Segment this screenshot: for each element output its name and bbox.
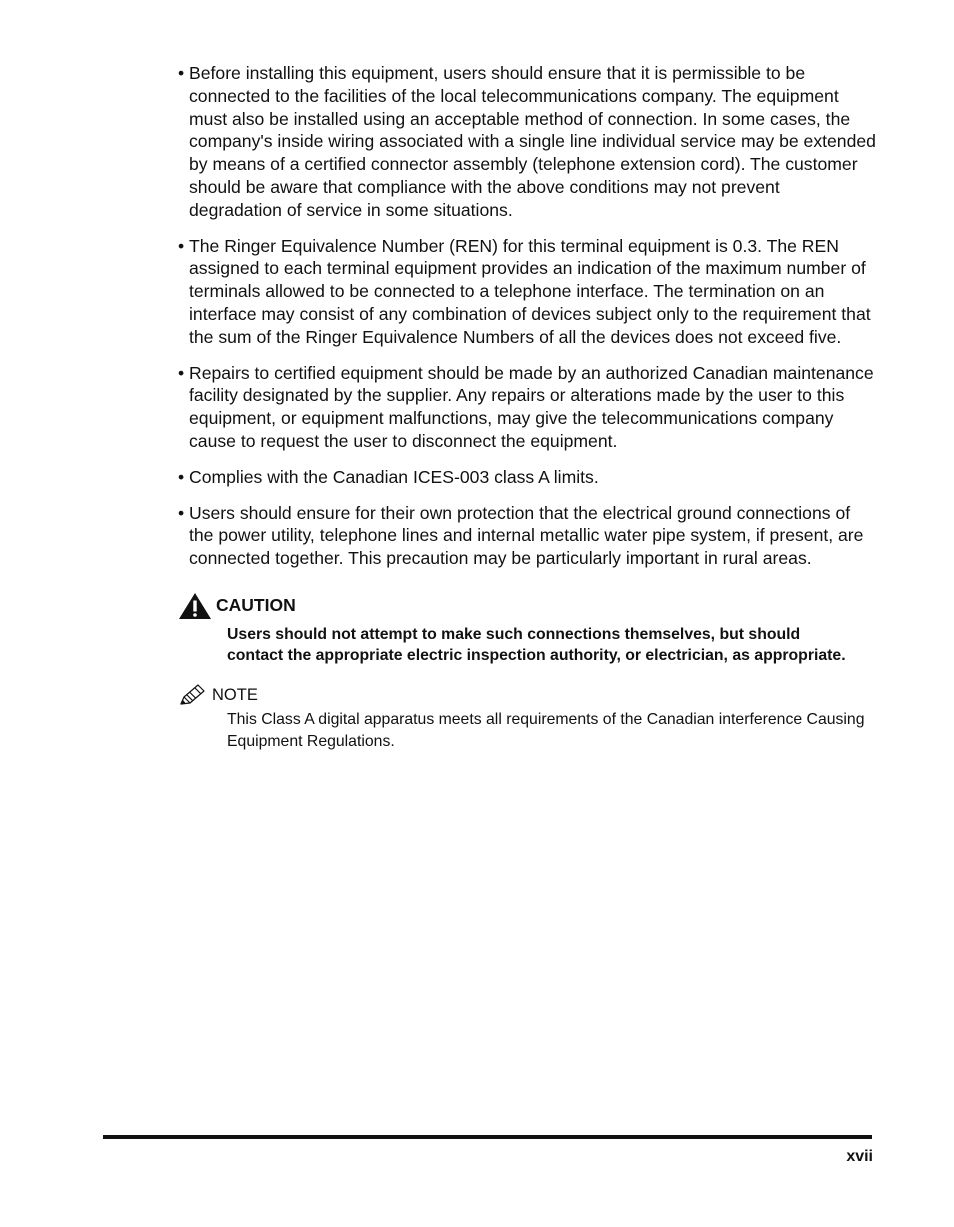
list-item xyxy=(176,235,876,349)
bullet-marker: • xyxy=(178,502,185,523)
footer-divider xyxy=(103,1135,872,1139)
list-item-text: Before installing this equipment, users should ensure that it is permissible to be connected to the facilities of the local telecommunications company. The equipment must also be installed using an acceptable method of connection. In some cases, the company's inside wiring associated with a single line individual service may be extended by means of a certified connector assembly (telephone extension cord). The customer should be aware that compliance with the above conditions may not prevent degradation of service in some situations. xyxy=(189,63,876,220)
list-item xyxy=(176,466,876,489)
note-title: NOTE xyxy=(212,685,258,704)
bullet-marker: • xyxy=(178,63,185,83)
warning-triangle-icon xyxy=(178,592,212,620)
list-item-text: Repairs to certified equipment should be made by an authorized Canadian maintenance facility designated by the supplier. Any repairs or alterations made by the user to this equipment, or equipment malfunctions, may give the telecommunications company cause to request the user to disconnect the equipment. xyxy=(189,362,874,451)
list-item xyxy=(176,502,876,570)
note-header xyxy=(178,683,876,707)
page-number: xvii xyxy=(846,1148,873,1165)
note-block xyxy=(178,683,876,752)
caution-text: Users should not attempt to make such connections themselves, but should contact the appropriate electric inspection authority, or electrician, as appropriate. xyxy=(227,625,846,665)
bullet-marker: • xyxy=(178,466,185,487)
list-item xyxy=(176,362,876,453)
list-item-text: Complies with the Canadian ICES-003 class A limits. xyxy=(189,466,599,487)
pencil-icon xyxy=(178,683,206,707)
list-item xyxy=(176,62,876,222)
list-item-text: The Ringer Equivalence Number (REN) for this terminal equipment is 0.3. The REN assigned to each terminal equipment provides an indication of the maximum number of terminals allowed to be connected to a telephone interface. The termination on an interface may consist of any combination of devices subject only to the requirement that the sum of the Ringer Equivalence Numbers of all the devices does not exceed five. xyxy=(189,235,871,347)
list-item-text: Users should ensure for their own protection that the electrical ground connections of the power utility, telephone lines and internal metallic water pipe system, if present, are connected together. This precaution may be particularly important in rural areas. xyxy=(189,502,864,569)
note-text: This Class A digital apparatus meets all requirements of the Canadian interference Causing Equipment Regulations. xyxy=(227,711,865,750)
caution-block xyxy=(178,592,876,666)
bullet-marker: • xyxy=(178,235,185,256)
caution-title: CAUTION xyxy=(216,595,296,616)
page-content xyxy=(176,62,876,752)
caution-header xyxy=(178,592,876,620)
bullet-list xyxy=(176,62,876,570)
bullet-marker: • xyxy=(178,362,185,383)
